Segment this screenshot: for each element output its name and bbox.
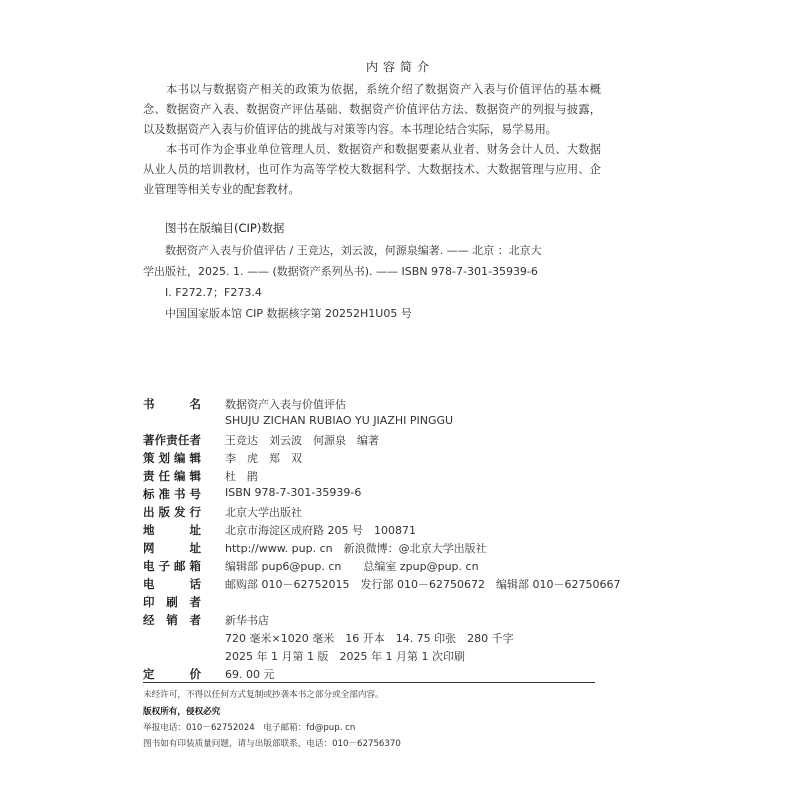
colophon-value-isbn: ISBN 978-7-301-35939-6 bbox=[225, 486, 362, 499]
colophon-label-title: 书 名 bbox=[143, 397, 201, 411]
footer-divider bbox=[143, 682, 595, 683]
colophon-value-publisher: 北京大学出版社 bbox=[225, 506, 302, 519]
colophon-value-planning-editor: 李 虎 郑 双 bbox=[225, 452, 302, 465]
quality-contact: 图书如有印装质量问题，请与出版部联系，电话：010－62756370 bbox=[143, 739, 401, 749]
colophon-value-edition: 2025 年 1 月第 1 版 2025 年 1 月第 1 次印刷 bbox=[225, 650, 465, 663]
colophon-label-isbn: 标准书号 bbox=[143, 487, 201, 501]
colophon-value-distributor: 新华书店 bbox=[225, 614, 269, 627]
colophon-label-address: 地 址 bbox=[143, 523, 201, 537]
content-summary-title: 内容简介 bbox=[365, 60, 434, 74]
colophon-label-phone: 电 话 bbox=[143, 577, 201, 591]
colophon-label-authors: 著作责任者 bbox=[143, 433, 201, 447]
copyright-notice: 未经许可，不得以任何方式复制或抄袭本书之部分或全部内容。 bbox=[143, 690, 384, 700]
cip-heading: 图书在版编目(CIP)数据 bbox=[165, 221, 285, 235]
colophon-label-publisher: 出版发行 bbox=[143, 505, 201, 519]
colophon-label-distributor: 经 销 者 bbox=[143, 613, 201, 627]
colophon-label-responsible-editor: 责任编辑 bbox=[143, 469, 201, 483]
colophon-value-title: 数据资产入表与价值评估 bbox=[225, 398, 346, 411]
colophon-value-authors: 王竞达 刘云波 何源泉 编著 bbox=[225, 434, 379, 447]
colophon-value-address: 北京市海淀区成府路 205 号 100871 bbox=[225, 524, 416, 537]
colophon-value-phone: 邮购部 010－62752015 发行部 010－62750672 编辑部 010－62750667 bbox=[225, 578, 621, 591]
colophon-value-responsible-editor: 杜 鹃 bbox=[225, 470, 258, 483]
colophon-value-format: 720 毫米×1020 毫米 16 开本 14. 75 印张 280 千字 bbox=[225, 632, 514, 645]
colophon-label-printer: 印 刷 者 bbox=[143, 595, 201, 609]
report-contact: 举报电话：010－62752024 电子邮箱：fd@pup. cn bbox=[143, 723, 356, 733]
colophon-label-planning-editor: 策划编辑 bbox=[143, 451, 201, 465]
colophon-label-website: 网 址 bbox=[143, 541, 201, 555]
cip-classification: Ⅰ. F272.7；F273.4 bbox=[165, 286, 262, 299]
colophon-label-price: 定 价 bbox=[143, 667, 201, 681]
cip-approval-number: 中国国家版本馆 CIP 数据核字第 20252H1U05 号 bbox=[165, 307, 412, 320]
colophon-value-email: 编辑部 pup6@pup. cn 总编室 zpup@pup. cn bbox=[225, 560, 479, 573]
rights-reserved: 版权所有，侵权必究 bbox=[143, 707, 221, 717]
colophon-label-email: 电子邮箱 bbox=[143, 559, 201, 573]
colophon-value-website: http://www. pup. cn 新浪微博：@北京大学出版社 bbox=[225, 542, 487, 555]
cip-record-line-1: 数据资产入表与价值评估 / 王竞达，刘云波，何源泉编著. —— 北京 ：北京大 bbox=[165, 244, 542, 257]
summary-paragraph-2: 本书可作为企事业单位管理人员、数据资产和数据要素从业者、财务会计人员、大数据从业人员的培训教材，也可作为高等学校大数据科学、大数据技术、大数据管理与应用、企业管理等相关专业的配套教材。 bbox=[143, 143, 601, 196]
colophon-value-pinyin: SHUJU ZICHAN RUBIAO YU JIAZHI PINGGU bbox=[225, 414, 454, 427]
colophon-value-price: 69. 00 元 bbox=[225, 668, 275, 681]
cip-record-line-2: 学出版社，2025. 1. —— (数据资产系列丛书). —— ISBN 978-7-301-35939-6 bbox=[143, 265, 538, 278]
summary-paragraph-1: 本书以与数据资产相关的政策为依据，系统介绍了数据资产入表与价值评估的基本概念、数据资产入表、数据资产评估基础、数据资产价值评估方法、数据资产的列报与披露，以及数据资产入表与价值评估的挑战与对策等内容。本书理论结合实际，易学易用。 bbox=[143, 83, 601, 136]
